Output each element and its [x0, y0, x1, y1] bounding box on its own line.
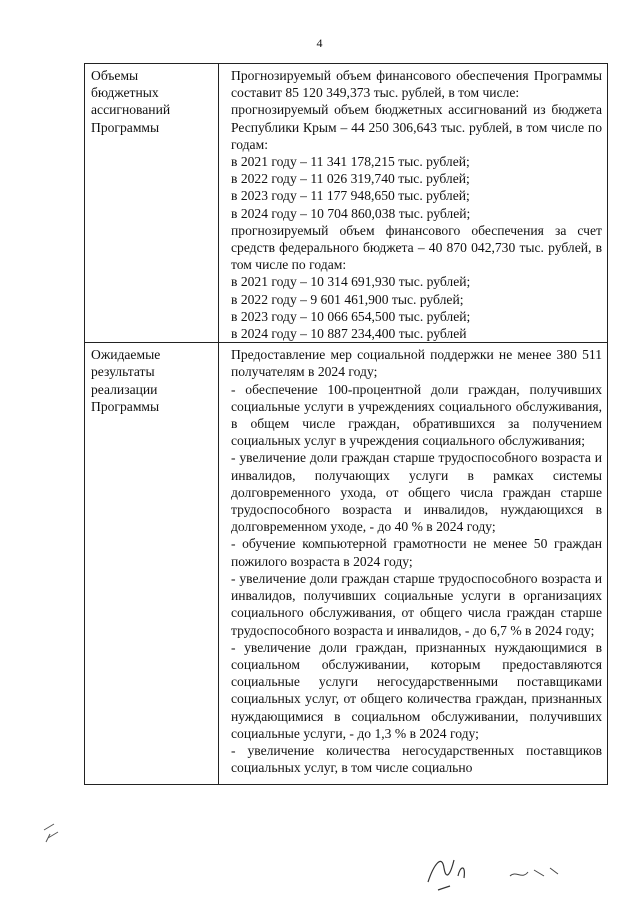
row-label-line: ассигнований: [91, 102, 171, 118]
paragraph: в 2021 году – 10 314 691,930 тыс. рублей;: [231, 274, 471, 290]
paragraph: - увеличение доли граждан, признанных нуждающимися в социальном обслуживании, которым предоставляются социальные услуги негосударственными поставщиками социальных услуг, от общего количества граждан, признанных нуждающимися в социальном обслуживании, получивших социальные услуги, - до 1,3 % в 2024 году;: [231, 639, 602, 741]
row-label-line: Программы: [91, 398, 160, 414]
row-label-line: Программы: [91, 119, 160, 135]
paragraph: прогнозируемый объем бюджетных ассигнований из бюджета Республики Крым – 44 250 306,643 тыс. рублей, в том числе по годам:: [231, 102, 602, 152]
row-label-cell: [85, 343, 219, 785]
paragraph: - обучение компьютерной грамотности не менее 50 граждан пожилого возраста в 2024 году;: [231, 536, 602, 569]
paragraph: прогнозируемый объем финансового обеспечения за счет средств федерального бюджета – 40 870 042,730 тыс. рублей, в том числе по годам:: [231, 222, 602, 273]
row-label-line: реализации: [91, 381, 158, 397]
row-label-line: Объемы: [91, 68, 139, 83]
paragraph: в 2022 году – 9 601 461,900 тыс. рублей;: [231, 291, 464, 307]
paragraph: Предоставление мер социальной поддержки не менее 380 511 получателям в 2024 году;: [231, 347, 602, 380]
paragraph: в 2024 году – 10 704 860,038 тыс. рублей;: [231, 205, 471, 221]
paragraph: в 2024 году – 10 887 234,400 тыс. рублей: [231, 326, 467, 342]
row-label-line: Ожидаемые: [91, 347, 161, 363]
program-passport-table: [84, 63, 608, 785]
row-label-line: бюджетных: [91, 85, 159, 101]
row-label-line: результаты: [91, 364, 155, 380]
page-number: 4: [316, 36, 323, 50]
row-label-cell: [85, 64, 219, 343]
paragraph: в 2023 году – 11 177 948,650 тыс. рублей;: [231, 188, 470, 204]
paragraph: в 2021 году – 11 341 178,215 тыс. рублей;: [231, 154, 470, 170]
paragraph: в 2023 году – 10 066 654,500 тыс. рублей;: [231, 308, 471, 324]
paragraph: - увеличение количества негосударственных поставщиков социальных услуг, в том числе социально: [231, 742, 602, 776]
paragraph: Прогнозируемый объем финансового обеспечения Программы составит 85 120 349,373 тыс. рублей, в том числе:: [231, 68, 602, 101]
signature-scribble: [420, 846, 580, 896]
paragraph: - увеличение доли граждан старше трудоспособного возраста и инвалидов, получающих услуги в рамках системы долговременного ухода, от общего числа граждан старше трудоспособного возраста и инвалидов, нуждающихся в долговременном уходе, - до 40 % в 2024 году;: [231, 450, 602, 535]
cell-bottom-space: [225, 776, 602, 784]
paragraph: - увеличение доли граждан старше трудоспособного возраста и инвалидов, получивших социальные услуги в организациях социального обслуживания, от общего числа граждан старше трудоспособного возраста и инвалидов, - до 6,7 % в 2024 году;: [231, 570, 602, 638]
row-content-cell: [219, 343, 608, 785]
margin-pen-mark: [40, 816, 64, 846]
table-row: [85, 343, 608, 785]
paragraph: - обеспечение 100-процентной доли граждан, получивших социальные услуги в учреждениях социального обслуживания, в общем числе граждан, обратившихся за получением социальных услуг в учреждения социального обслуживания;: [231, 381, 602, 449]
row-content-cell: [219, 64, 608, 343]
paragraph: в 2022 году – 11 026 319,740 тыс. рублей;: [231, 171, 470, 187]
table-row: [85, 64, 608, 343]
